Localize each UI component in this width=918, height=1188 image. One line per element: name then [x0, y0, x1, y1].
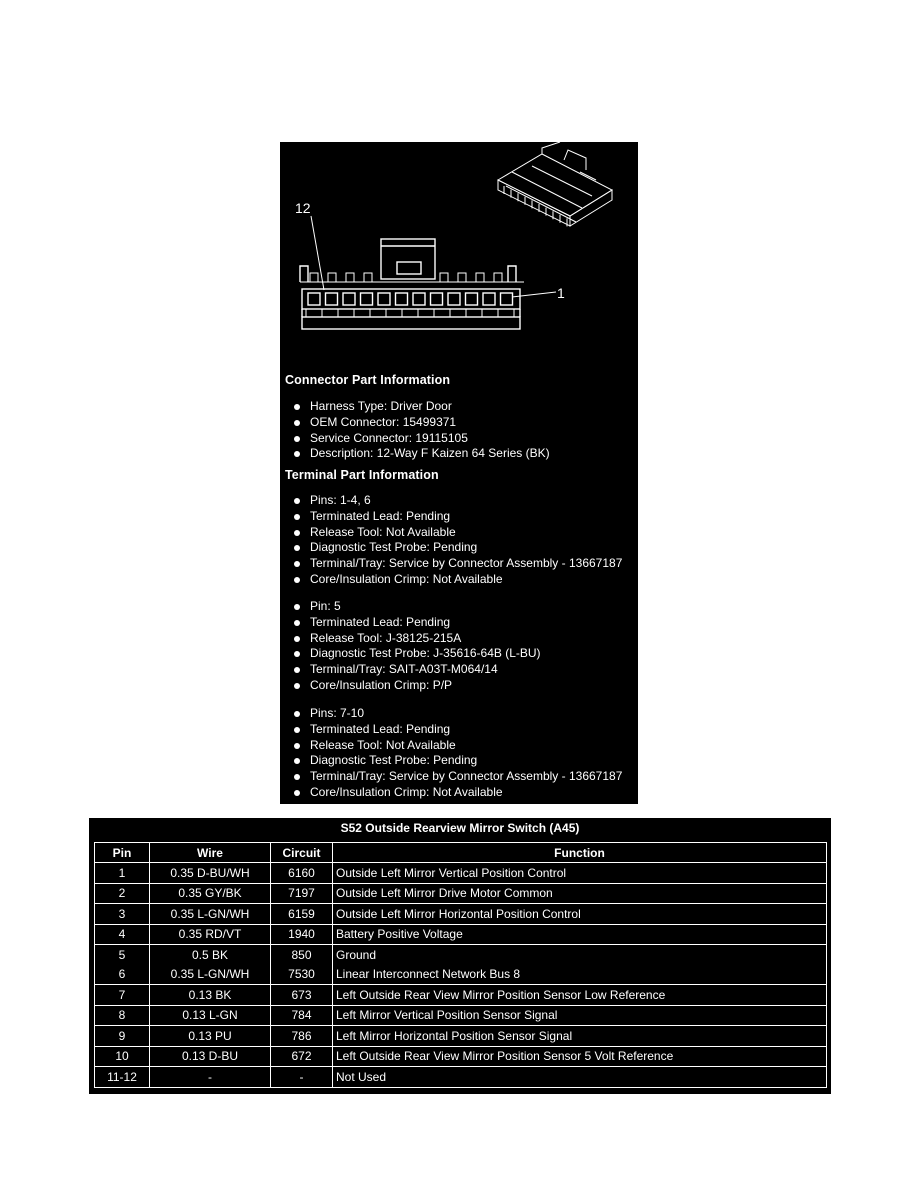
table-row	[95, 1005, 827, 1026]
cell-wire: 0.13 PU	[150, 1026, 271, 1047]
cell-circuit: 850	[271, 945, 333, 965]
connector-front-view	[300, 239, 524, 329]
cell-pin: 11-12	[95, 1067, 150, 1088]
terminal-cavity	[483, 293, 495, 305]
cell-pin: 7	[95, 985, 150, 1006]
cell-pin: 1	[95, 863, 150, 884]
cell-function: Linear Interconnect Network Bus 8	[333, 965, 827, 985]
list-item: Service Connector: 19115105	[280, 431, 550, 447]
pinout-table	[94, 842, 827, 1088]
terminal-cavity	[378, 293, 390, 305]
list-item: Pins: 7-10	[280, 706, 622, 722]
cell-pin: 3	[95, 904, 150, 925]
terminal-group-3-list	[280, 706, 622, 801]
connector-info-panel	[280, 142, 638, 804]
cell-pin: 4	[95, 924, 150, 945]
table-row	[95, 1046, 827, 1067]
latch-tab	[364, 273, 372, 282]
cell-pin: 2	[95, 883, 150, 904]
header-circuit: Circuit	[271, 843, 333, 863]
list-item: Release Tool: Not Available	[280, 525, 622, 541]
latch-tab	[310, 273, 318, 282]
cell-pin: 9	[95, 1026, 150, 1047]
list-item: Release Tool: Not Available	[280, 738, 622, 754]
connector-part-info-list	[280, 399, 550, 462]
list-item: Terminal/Tray: SAIT-A03T-M064/14	[280, 662, 541, 678]
terminal-group-2-list	[280, 599, 541, 694]
list-item: Diagnostic Test Probe: Pending	[280, 540, 622, 556]
cell-function: Left Outside Rear View Mirror Position Sensor Low Reference	[333, 985, 827, 1006]
cell-wire: 0.13 L-GN	[150, 1005, 271, 1026]
latch-tab	[328, 273, 336, 282]
cell-wire: 0.35 GY/BK	[150, 883, 271, 904]
table-row	[95, 945, 827, 965]
header-pin: Pin	[95, 843, 150, 863]
cell-pin: 5	[95, 945, 150, 965]
cell-function: Outside Left Mirror Drive Motor Common	[333, 883, 827, 904]
list-item: OEM Connector: 15499371	[280, 415, 550, 431]
table-row	[95, 883, 827, 904]
list-item: Release Tool: J-38125-215A	[280, 631, 541, 647]
cell-circuit: 673	[271, 985, 333, 1006]
pinout-table-title: S52 Outside Rearview Mirror Switch (A45)	[340, 821, 580, 835]
cell-function: Left Mirror Vertical Position Sensor Signal	[333, 1005, 827, 1026]
terminal-cavity	[308, 293, 320, 305]
cell-function: Not Used	[333, 1067, 827, 1088]
connector-isometric-illustration	[498, 142, 612, 226]
header-function: Function	[333, 843, 827, 863]
list-item: Terminated Lead: Pending	[280, 509, 622, 525]
header-wire: Wire	[150, 843, 271, 863]
cell-wire: 0.13 D-BU	[150, 1046, 271, 1067]
latch-tab	[458, 273, 466, 282]
terminal-cavity	[343, 293, 355, 305]
cell-circuit: -	[271, 1067, 333, 1088]
cell-pin: 8	[95, 1005, 150, 1026]
terminal-cavity	[431, 293, 443, 305]
cell-wire: 0.35 RD/VT	[150, 924, 271, 945]
list-item: Diagnostic Test Probe: Pending	[280, 753, 622, 769]
cell-wire: 0.5 BK	[150, 945, 271, 965]
terminal-group-1-list	[280, 493, 622, 588]
pin-12-label: 12	[295, 200, 311, 216]
cell-circuit: 7197	[271, 883, 333, 904]
cell-function: Ground	[333, 945, 827, 965]
cell-function: Outside Left Mirror Vertical Position Control	[333, 863, 827, 884]
latch-tab	[494, 273, 502, 282]
cell-function: Outside Left Mirror Horizontal Position Control	[333, 904, 827, 925]
pin-1-label: 1	[557, 285, 565, 301]
terminal-cavity	[326, 293, 338, 305]
cell-circuit: 6160	[271, 863, 333, 884]
table-row	[95, 1067, 827, 1088]
cell-wire: 0.13 BK	[150, 985, 271, 1006]
list-item: Terminated Lead: Pending	[280, 615, 541, 631]
table-row	[95, 1026, 827, 1047]
cell-circuit: 786	[271, 1026, 333, 1047]
cell-circuit: 6159	[271, 904, 333, 925]
table-row	[95, 863, 827, 884]
list-item: Terminal/Tray: Service by Connector Assembly - 13667187	[280, 769, 622, 785]
cell-wire: -	[150, 1067, 271, 1088]
list-item: Core/Insulation Crimp: Not Available	[280, 572, 622, 588]
table-row	[95, 924, 827, 945]
cell-pin: 6	[95, 965, 150, 985]
cell-circuit: 784	[271, 1005, 333, 1026]
table-row	[95, 985, 827, 1006]
table-row	[95, 965, 827, 985]
connector-diagram	[280, 142, 638, 362]
list-item: Terminal/Tray: Service by Connector Assembly - 13667187	[280, 556, 622, 572]
list-item: Pin: 5	[280, 599, 541, 615]
cell-function: Battery Positive Voltage	[333, 924, 827, 945]
list-item: Terminated Lead: Pending	[280, 722, 622, 738]
list-item: Pins: 1-4, 6	[280, 493, 622, 509]
terminal-cavity	[396, 293, 408, 305]
cell-circuit: 672	[271, 1046, 333, 1067]
cell-wire: 0.35 L-GN/WH	[150, 904, 271, 925]
terminal-cavity	[413, 293, 425, 305]
terminal-cavity	[466, 293, 478, 305]
cell-pin: 10	[95, 1046, 150, 1067]
terminal-cavity	[361, 293, 373, 305]
pin-1-leader-line	[512, 292, 556, 297]
cell-wire: 0.35 L-GN/WH	[150, 965, 271, 985]
list-item: Description: 12-Way F Kaizen 64 Series (BK)	[280, 446, 550, 462]
list-item: Core/Insulation Crimp: P/P	[280, 678, 541, 694]
terminal-cavity	[501, 293, 513, 305]
cell-function: Left Outside Rear View Mirror Position Sensor 5 Volt Reference	[333, 1046, 827, 1067]
latch-tab	[476, 273, 484, 282]
latch-tab	[440, 273, 448, 282]
cell-circuit: 1940	[271, 924, 333, 945]
list-item: Harness Type: Driver Door	[280, 399, 550, 415]
table-header-row	[95, 843, 827, 863]
terminal-cavity	[448, 293, 460, 305]
list-item: Diagnostic Test Probe: J-35616-64B (L-BU)	[280, 646, 541, 662]
terminal-part-info-title: Terminal Part Information	[285, 468, 439, 482]
connector-part-info-title: Connector Part Information	[285, 373, 451, 387]
cell-wire: 0.35 D-BU/WH	[150, 863, 271, 884]
pinout-table-panel	[89, 818, 831, 1094]
latch-tab	[346, 273, 354, 282]
cell-function: Left Mirror Horizontal Position Sensor Signal	[333, 1026, 827, 1047]
list-item: Core/Insulation Crimp: Not Available	[280, 785, 622, 801]
table-row	[95, 904, 827, 925]
cell-circuit: 7530	[271, 965, 333, 985]
